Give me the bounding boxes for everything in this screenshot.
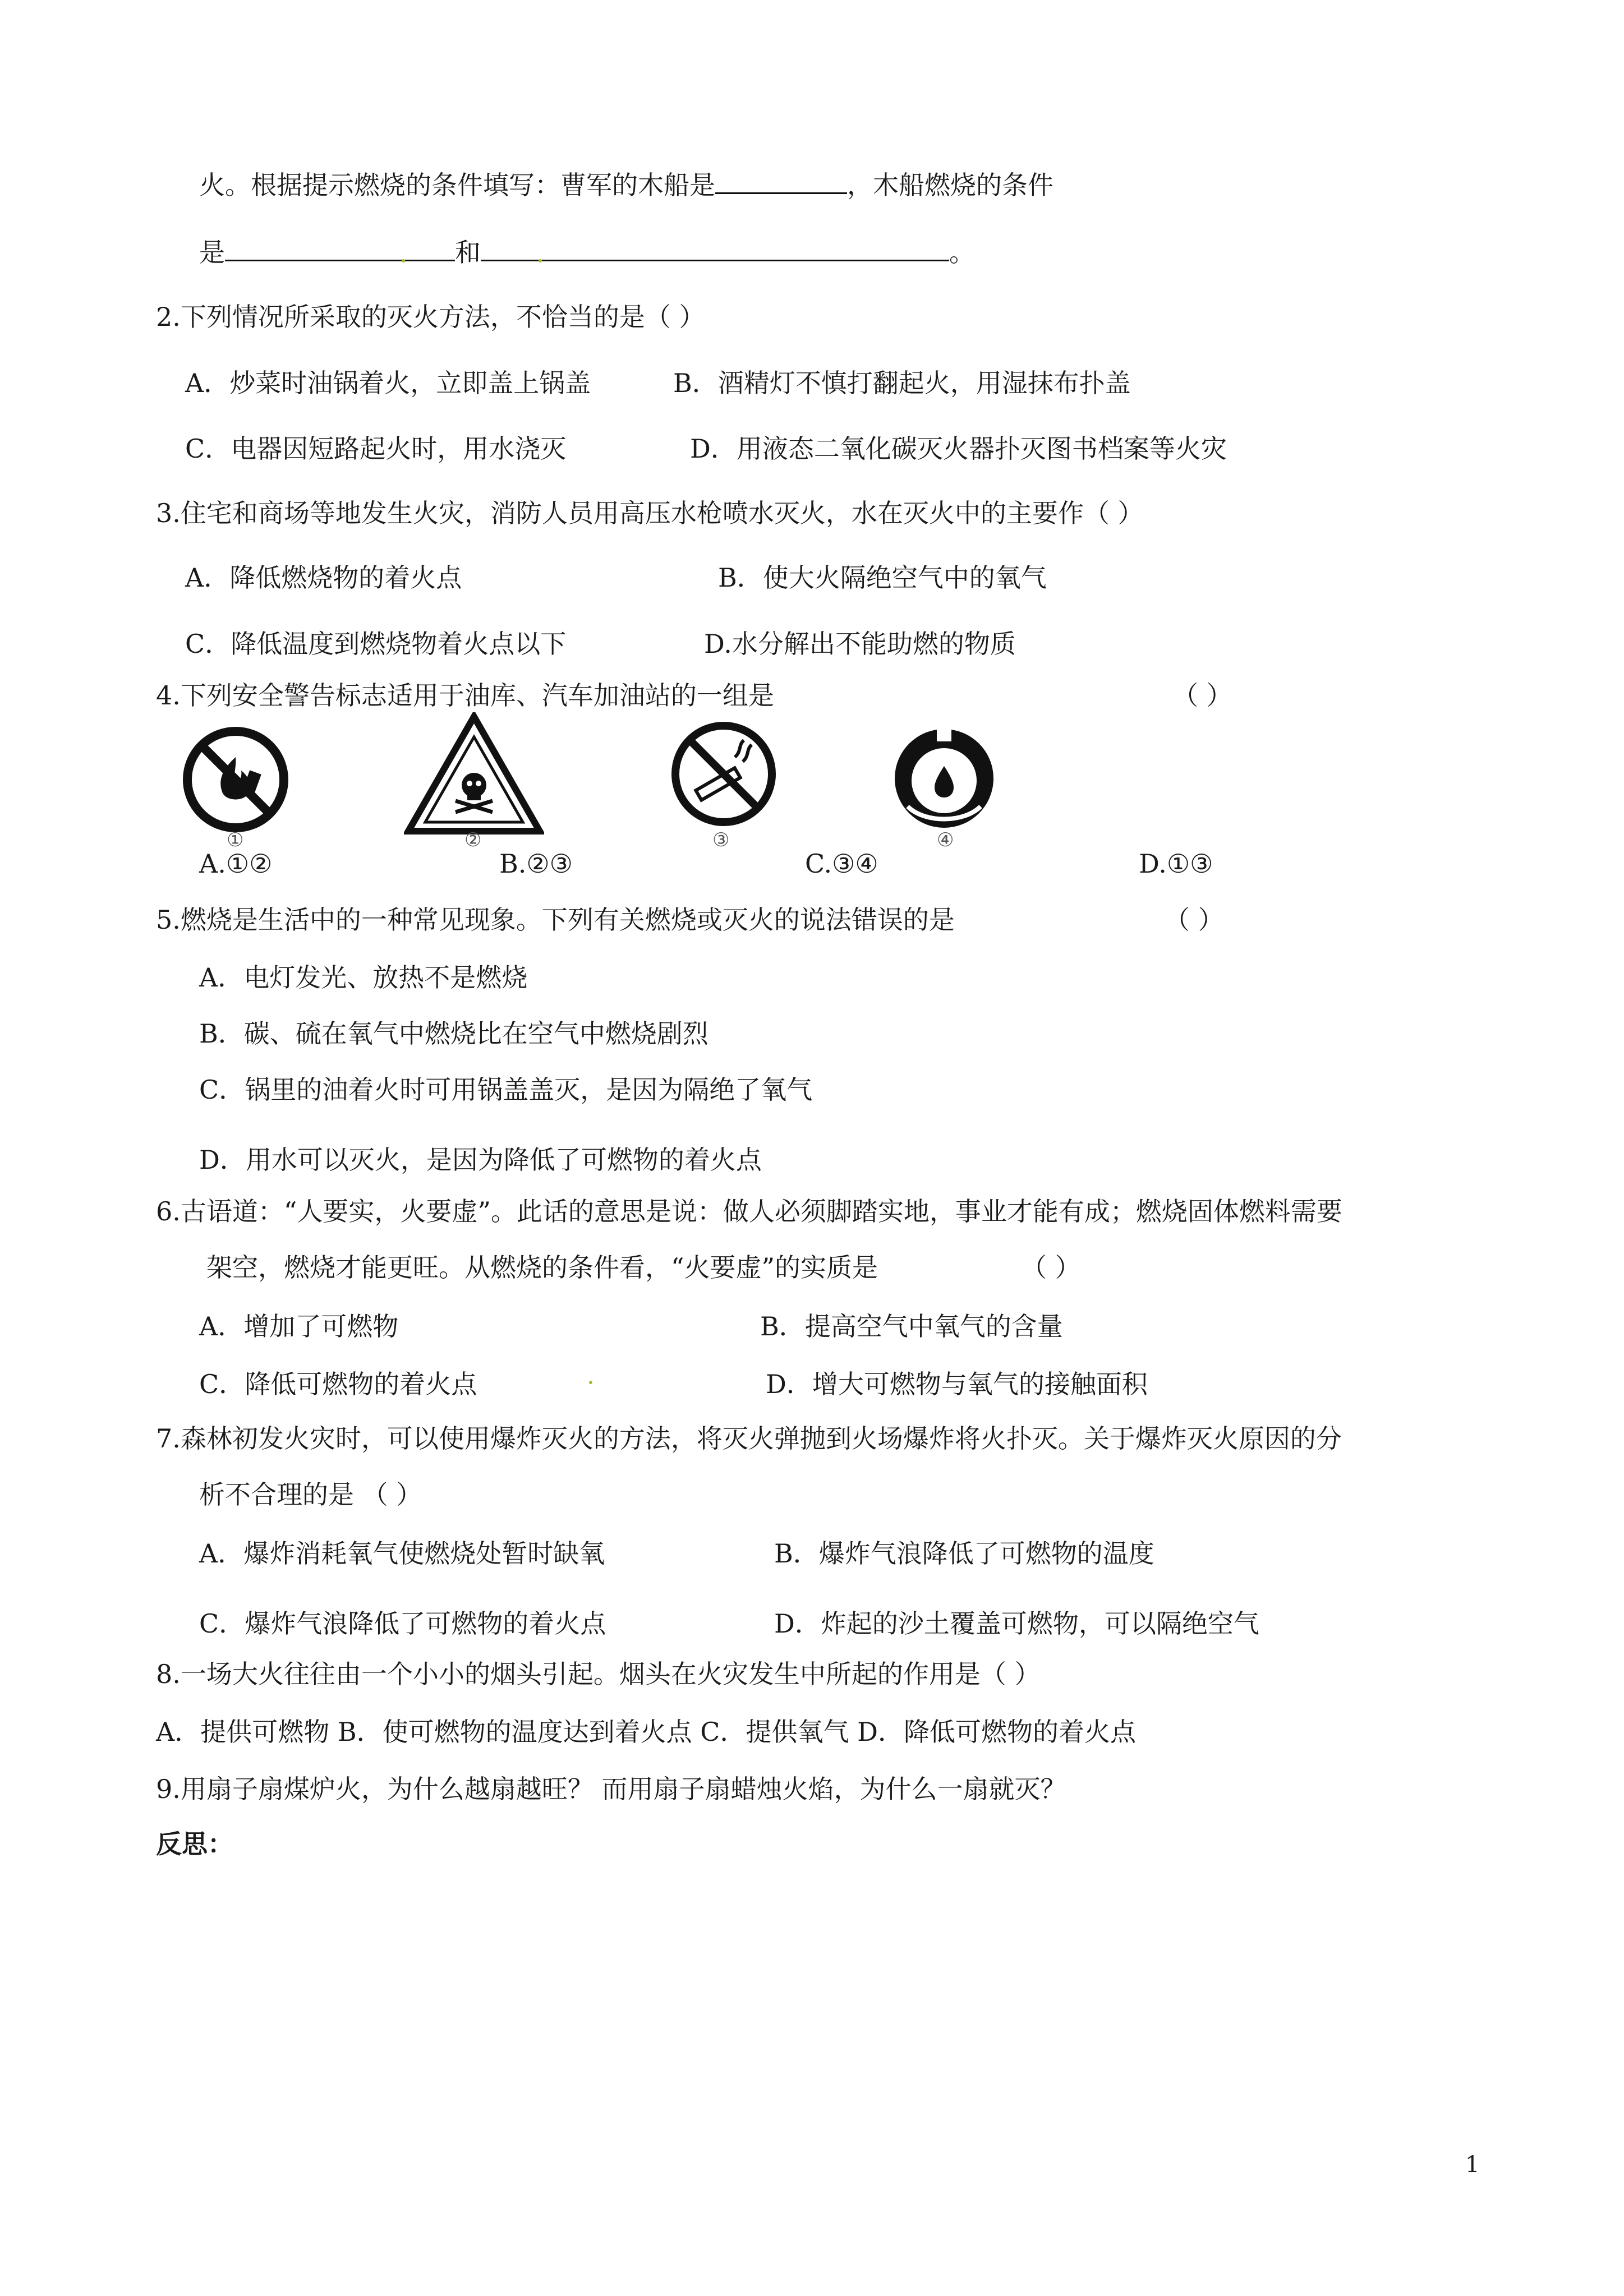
q6-stem-line2-text: 架空，燃烧才能更旺。从燃烧的条件看，“火要虚”的实质是 [206, 1252, 878, 1283]
q3-option-a: A．降低燃烧物的着火点 [185, 563, 462, 593]
water-saving-sign-icon [885, 722, 1003, 835]
q5-answer-paren: （ ） [1164, 905, 1224, 935]
q7-stem-line2: 析不合理的是 （ ） [199, 1479, 422, 1510]
q2-option-d: D．用液态二氧化碳灭火器扑灭图书档案等火灾 [690, 434, 1227, 464]
q1-line2-start: 是 [199, 237, 225, 268]
q4-option-c: C.③④ [805, 849, 878, 879]
q2-option-c: C．电器因短路起火时，用水浇灭 [185, 434, 567, 464]
q7-option-c: C．爆炸气浪降低了可燃物的着火点 [199, 1608, 606, 1639]
q6-stem-line1: 6.古语道：“人要实，火要虚”。此话的意思是说：做人必须脚踏实地，事业才能有成；燃烧固体燃料需要 [156, 1196, 1342, 1227]
reflection-heading: 反思： [156, 1829, 233, 1859]
q8-options: A．提供可燃物 B．使可燃物的温度达到着火点 C．提供氧气 D．降低可燃物的着火点 [156, 1717, 1136, 1747]
q7-option-b: B．爆炸气浪降低了可燃物的温度 [774, 1538, 1154, 1569]
q6-answer-paren: （ ） [1021, 1252, 1081, 1283]
q3-stem: 3.住宅和商场等地发生火灾，消防人员用高压水枪喷水灭火，水在灭火中的主要作（ ） [156, 498, 1144, 528]
q6-option-c: C．降低可燃物的着火点 [199, 1369, 477, 1399]
q1-blank-3 [481, 237, 949, 261]
q5-option-c: C．锅里的油着火时可用锅盖盖灭，是因为隔绝了氧气 [199, 1075, 813, 1105]
q1-blank-1 [715, 170, 847, 194]
q1-line2-end: 。 [949, 237, 975, 268]
q8-stem: 8.一场大火往往由一个小小的烟头引起。烟头在火灾发生中所起的作用是（ ） [156, 1659, 1041, 1689]
q1-line1-text: 火。根据提示燃烧的条件填写：曹军的木船是 [199, 170, 715, 200]
sign-caption-4: ④ [937, 829, 954, 851]
no-smoking-sign-icon [668, 718, 780, 830]
toxic-warning-sign-icon [404, 712, 544, 836]
q4-answer-paren: （ ） [1172, 680, 1232, 711]
q7-option-a: A．爆炸消耗氧气使燃烧处暂时缺氧 [199, 1538, 605, 1569]
q3-option-d: D.水分解出不能助燃的物质 [704, 629, 1016, 659]
q6-stem-line2 [206, 1251, 878, 1284]
q4-option-a: A.①② [199, 849, 273, 879]
q6-option-a: A．增加了可燃物 [199, 1311, 399, 1341]
q1-line2-mid: 和 [455, 237, 481, 268]
q9-stem: 9.用扇子扇煤炉火，为什么越扇越旺？ 而用扇子扇蜡烛火焰，为什么一扇就灭？ [156, 1774, 1066, 1804]
q1-line2 [199, 236, 975, 269]
sign-caption-1: ① [227, 829, 244, 851]
q3-option-b: B．使大火隔绝空气中的氧气 [718, 563, 1047, 593]
green-mark [402, 259, 405, 262]
sign-caption-2: ② [464, 829, 482, 851]
q2-option-a: A．炒菜时油锅着火，立即盖上锅盖 [185, 368, 591, 398]
green-mark [539, 259, 542, 262]
sign-caption-3: ③ [712, 829, 730, 851]
q5-stem: 5.燃烧是生活中的一种常见现象。下列有关燃烧或灭火的说法错误的是 [156, 905, 955, 935]
q1-line1 [199, 168, 1053, 202]
page-number: 1 [1465, 2152, 1480, 2178]
q1-line1-tail: ，木船燃烧的条件 [847, 170, 1053, 200]
q7-stem-line1: 7.森林初发火灾时，可以使用爆炸灭火的方法，将灭火弹抛到火场爆炸将火扑灭。关于爆炸灭火原因的分 [156, 1423, 1342, 1454]
no-fire-sign-icon [180, 723, 292, 836]
q6-option-b: B．提高空气中氧气的含量 [760, 1311, 1063, 1341]
q3-option-c: C．降低温度到燃烧物着火点以下 [185, 629, 567, 659]
q2-stem: 2.下列情况所采取的灭火方法，不恰当的是（ ） [156, 302, 705, 332]
q1-blank-2 [225, 237, 455, 261]
green-mark [589, 1381, 592, 1384]
q5-option-b: B．碳、硫在氧气中燃烧比在空气中燃烧剧烈 [199, 1018, 709, 1049]
q5-option-a: A．电灯发光、放热不是燃烧 [199, 962, 528, 993]
q7-option-d: D．炸起的沙土覆盖可燃物，可以隔绝空气 [774, 1608, 1259, 1639]
q6-option-d: D．增大可燃物与氧气的接触面积 [766, 1369, 1148, 1399]
q4-stem: 4.下列安全警告标志适用于油库、汽车加油站的一组是 [156, 680, 774, 711]
q4-option-d: D.①③ [1139, 849, 1213, 879]
q2-option-b: B．酒精灯不慎打翻起火，用湿抹布扑盖 [673, 368, 1131, 398]
q5-option-d: D．用水可以灭火，是因为降低了可燃物的着火点 [199, 1145, 762, 1175]
q4-option-b: B.②③ [499, 849, 573, 879]
